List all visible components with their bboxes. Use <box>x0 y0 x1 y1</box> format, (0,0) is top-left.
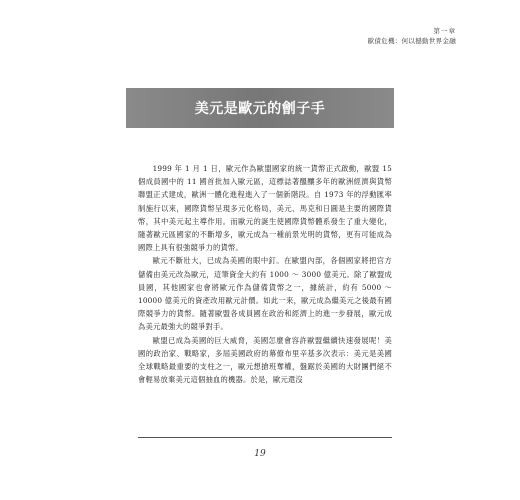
chapter-subtitle: 歐債危機：何以撼動世界金融 <box>367 37 456 45</box>
chapter-label: 第一章 <box>433 27 456 35</box>
page-number: 19 <box>254 449 266 459</box>
section-title: 美元是歐元的劊子手 <box>194 101 326 117</box>
footer-rule <box>138 437 392 438</box>
paragraph-2: 歐元不斷壯大，已成為美國的眼中釘。在歐盟內部，各個國家將把官方儲備由美元改為歐元，這筆資金大約有 1000 ～ 3000 億美元。除了歐盟成員國，其他國家也會將歐元作為儲備貨幣之一，據統計，約有 5000 ～ 10000 億美元的資產改用歐元計價。如此一來，歐元成為繼美元之後最有國際競爭力的貨幣。隨著歐盟各成員國在政治和經濟上的進一步發展，歐元成為美元最強大的競爭對手。 <box>138 256 392 332</box>
running-header <box>368 26 456 46</box>
section-title-banner <box>126 88 394 128</box>
paragraph-3: 歐盟已成為美國的巨大威脅，美國怎麼會容許歐盟繼續快速發展呢！美國的政治家、戰略家，多屆美國政府的幕僚布里辛基多次表示：美元是美國全球戰略最重要的支柱之一，歐元想搶班奪權，盤踞於美國的大財團們絕不會輕易放棄美元這個抽血的機器。於是，歐元還沒 <box>138 335 392 385</box>
body-text <box>138 162 392 386</box>
paragraph-1: 1999 年 1 月 1 日，歐元作為歐盟國家的統一貨幣正式啟動，歐盟 15 個成員國中的 11 國首批加入歐元區，這標誌著醞釀多年的歐洲經濟與貨幣聯盟正式建成，歐洲一體化進程進入了一個新階段。自 1973 年的浮動匯率制施行以來，國際貨幣呈現多元化格局，美元、馬克和日圓是主要的國際貨幣，其中美元起主導作用。而歐元的誕生使國際貨幣體系發生了重大變化，隨著歐元區國家的不斷增多，歐元成為一種前景光明的貨幣，更有可能成為國際上具有很強競爭力的貨幣。 <box>138 164 392 253</box>
